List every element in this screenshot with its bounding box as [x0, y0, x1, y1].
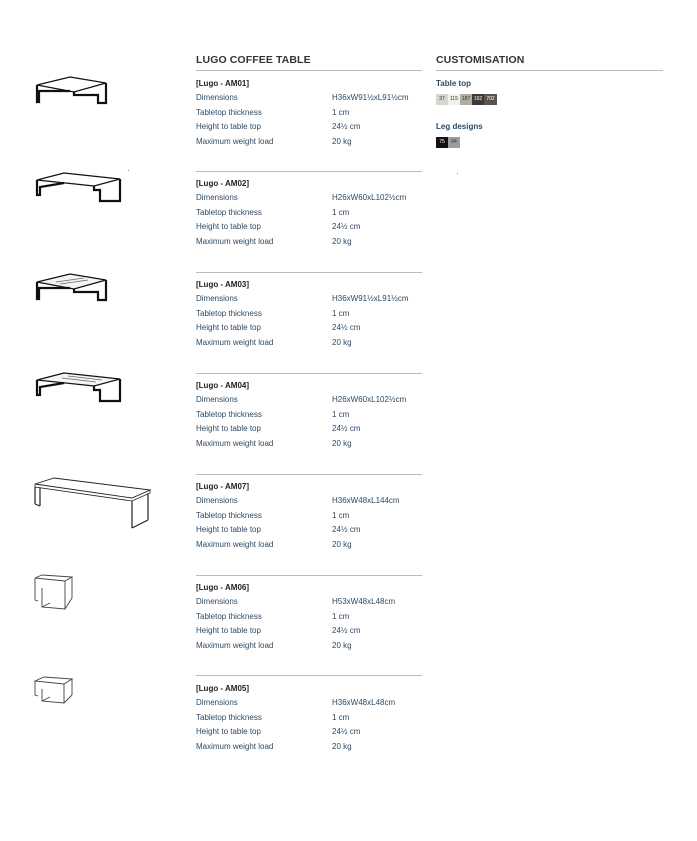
spec-row: [196, 336, 422, 351]
spec-row: [196, 120, 422, 135]
spec-label: Dimensions: [196, 193, 238, 202]
product-divider: [196, 474, 422, 475]
spec-row: [196, 220, 422, 235]
spec-label: Maximum weight load: [196, 640, 274, 650]
product-code: [Lugo - AM06]: [196, 583, 250, 592]
spec-value: 20 kg: [332, 539, 352, 549]
spec-value: 24½ cm: [332, 727, 361, 736]
spec-row: [196, 321, 422, 336]
product-am05: [196, 682, 422, 754]
leg-designs-label: Leg designs: [436, 122, 483, 131]
spec-label: Tabletop thickness: [196, 207, 262, 217]
spec-label: Maximum weight load: [196, 236, 274, 246]
spec-label: Height to table top: [196, 626, 261, 635]
product-am06: [196, 581, 422, 653]
spec-label: Dimensions: [196, 496, 238, 505]
table-am02-drawing: [34, 171, 124, 205]
spec-row: [196, 494, 422, 509]
title-divider: [196, 70, 422, 71]
spec-label: Maximum weight load: [196, 136, 274, 146]
spec-value: 24½ cm: [332, 424, 361, 433]
page-title: LUGO COFFEE TABLE: [196, 54, 311, 66]
spec-value: H36xW48xL48cm: [332, 698, 396, 707]
spec-row: [196, 292, 422, 307]
product-divider: [196, 373, 422, 374]
spec-value: H53xW48xL48cm: [332, 597, 396, 606]
spec-row: [196, 711, 422, 726]
spec-label: Height to table top: [196, 525, 261, 534]
product-code: [Lugo - AM03]: [196, 280, 250, 289]
spec-row: [196, 91, 422, 106]
product-am03: [196, 278, 422, 350]
spec-label: Height to table top: [196, 222, 261, 231]
spec-row: [196, 191, 422, 206]
spec-row: [196, 696, 422, 711]
spec-row: [196, 422, 422, 437]
product-divider: [196, 575, 422, 576]
spec-value: H36xW91½xL91½cm: [332, 294, 409, 303]
spec-row: [196, 206, 422, 221]
spec-row: [196, 235, 422, 250]
spec-label: Tabletop thickness: [196, 308, 262, 318]
product-code: [Lugo - AM01]: [196, 79, 250, 88]
spec-row: [196, 307, 422, 322]
swatch-702[interactable]: 702: [484, 94, 497, 105]
product-divider: [196, 171, 422, 172]
spec-value: 20 kg: [332, 741, 352, 751]
spec-label: Maximum weight load: [196, 438, 274, 448]
spec-row: [196, 740, 422, 755]
product-code: [Lugo - AM04]: [196, 381, 250, 390]
spec-label: Tabletop thickness: [196, 510, 262, 520]
stray-mark: [457, 173, 458, 174]
spec-row: [196, 610, 422, 625]
spec-value: 24½ cm: [332, 525, 361, 534]
spec-label: Maximum weight load: [196, 337, 274, 347]
spec-value: 1 cm: [332, 611, 350, 621]
table-am01-drawing: [34, 73, 110, 109]
spec-value: 20 kg: [332, 236, 352, 246]
spec-value: 1 cm: [332, 510, 350, 520]
table-am07-drawing: [32, 476, 154, 532]
table-am06-drawing: [32, 574, 76, 614]
product-divider: [196, 272, 422, 273]
swatch-37[interactable]: 37: [436, 94, 448, 105]
spec-label: Maximum weight load: [196, 741, 274, 751]
spec-value: 1 cm: [332, 107, 350, 117]
spec-label: Dimensions: [196, 597, 238, 606]
spec-label: Tabletop thickness: [196, 611, 262, 621]
spec-label: Tabletop thickness: [196, 107, 262, 117]
spec-label: Height to table top: [196, 323, 261, 332]
table-top-label: Table top: [436, 79, 471, 88]
spec-row: [196, 595, 422, 610]
stray-mark: [128, 170, 129, 171]
spec-value: H26xW60xL102½cm: [332, 395, 407, 404]
spec-value: 1 cm: [332, 207, 350, 217]
spec-label: Height to table top: [196, 727, 261, 736]
spec-row: [196, 523, 422, 538]
spec-value: 20 kg: [332, 136, 352, 146]
swatch-187[interactable]: 187: [460, 94, 472, 105]
spec-value: 20 kg: [332, 337, 352, 347]
product-divider: [196, 675, 422, 676]
swatch-192[interactable]: 192: [472, 94, 484, 105]
spec-label: Height to table top: [196, 424, 261, 433]
spec-value: 1 cm: [332, 712, 350, 722]
spec-row: [196, 725, 422, 740]
table-am04-drawing: [34, 371, 124, 405]
spec-value: H26xW60xL102½cm: [332, 193, 407, 202]
spec-row: [196, 624, 422, 639]
spec-value: 24½ cm: [332, 222, 361, 231]
product-code: [Lugo - AM05]: [196, 684, 250, 693]
spec-value: 1 cm: [332, 409, 350, 419]
spec-value: 20 kg: [332, 438, 352, 448]
spec-label: Dimensions: [196, 698, 238, 707]
swatch-84[interactable]: 84: [448, 137, 460, 148]
swatch-115[interactable]: 115: [448, 94, 460, 105]
spec-label: Dimensions: [196, 93, 238, 102]
spec-row: [196, 106, 422, 121]
spec-label: Dimensions: [196, 294, 238, 303]
spec-label: Dimensions: [196, 395, 238, 404]
product-code: [Lugo - AM02]: [196, 179, 250, 188]
spec-label: Tabletop thickness: [196, 712, 262, 722]
spec-row: [196, 408, 422, 423]
product-am02: [196, 177, 422, 249]
spec-label: Maximum weight load: [196, 539, 274, 549]
spec-row: [196, 393, 422, 408]
spec-value: 24½ cm: [332, 122, 361, 131]
table-am03-drawing: [34, 270, 110, 306]
customisation-title: CUSTOMISATION: [436, 54, 525, 66]
spec-label: Height to table top: [196, 122, 261, 131]
spec-value: 24½ cm: [332, 323, 361, 332]
spec-row: [196, 135, 422, 150]
spec-value: 20 kg: [332, 640, 352, 650]
spec-value: H36xW48xL144cm: [332, 496, 400, 505]
spec-row: [196, 509, 422, 524]
spec-value: 1 cm: [332, 308, 350, 318]
spec-row: [196, 639, 422, 654]
product-am01: [196, 77, 422, 149]
swatch-75[interactable]: 75: [436, 137, 448, 148]
spec-value: H36xW91½xL91½cm: [332, 93, 409, 102]
product-code: [Lugo - AM07]: [196, 482, 250, 491]
customisation-divider: [436, 70, 663, 71]
product-am07: [196, 480, 422, 552]
spec-label: Tabletop thickness: [196, 409, 262, 419]
product-am04: [196, 379, 422, 451]
spec-row: [196, 437, 422, 452]
spec-row: [196, 538, 422, 553]
table-am05-drawing: [32, 675, 76, 707]
spec-value: 24½ cm: [332, 626, 361, 635]
